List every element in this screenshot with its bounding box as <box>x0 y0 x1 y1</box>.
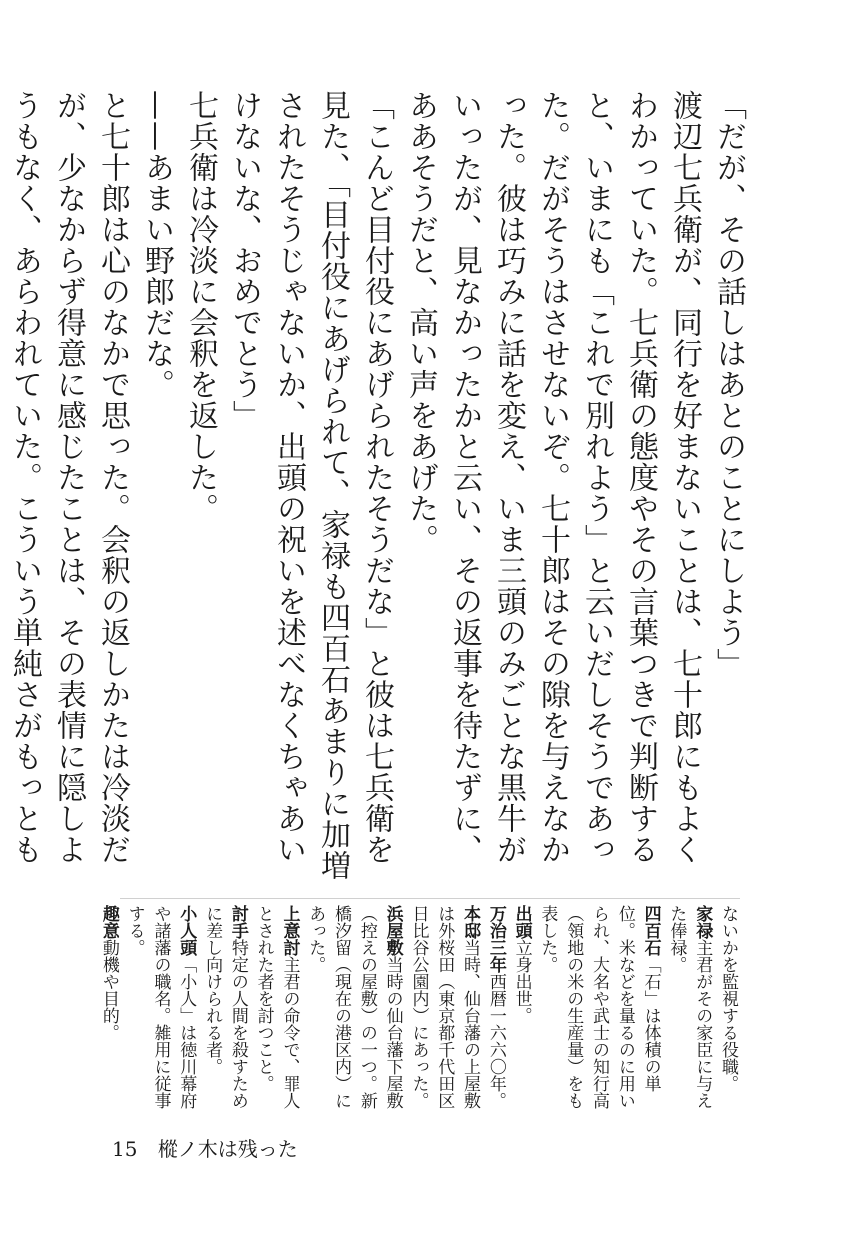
note-entry <box>663 905 715 1110</box>
note-definition: 「石」は体積の単位。米などを量るのに用いられ、大名や武士の知行高（領地の米の生産量）をも表した。 <box>537 905 661 1109</box>
note-definition: 当時の仙台藩下屋敷（控えの屋敷）の一つ。新橋汐留（現在の港区内）にあった。 <box>305 905 403 1109</box>
note-entry <box>95 905 121 1110</box>
note-term: 本邸 <box>460 905 481 939</box>
paragraph: ——あまい野郎だな。 <box>139 90 174 400</box>
note-entry <box>301 905 404 1110</box>
note-term: 四百石 <box>640 905 661 956</box>
paragraph: 「だが、その話しはあとのことにしよう」 <box>711 90 746 679</box>
note-entry <box>534 905 663 1110</box>
note-term: 上意討 <box>279 905 300 956</box>
page-footer <box>112 1133 298 1162</box>
note-definition: 当時、仙台藩の上屋敷は外桜田（東京都千代田区日比谷公園内）にあった。 <box>408 905 481 1109</box>
notes-divider <box>120 898 740 899</box>
note-term: 出頭 <box>511 905 532 939</box>
note-entry <box>250 905 302 1110</box>
paragraph: 渡辺七兵衛が、同行を好まないことは、七十郎にもよくわかっていた。七兵衛の態度やその言葉つきで判断すると、いまにも「これで別れよう」と云いだしそうであった。だがそうはさせないぞ。七十郎はその隙を与えなかった。彼は巧みに話を変え、いま三頭のみごとな黒牛がいったが、見なかったかと云い、その返事を待たずに、ああそうだと、高い声をあげた。 <box>403 90 702 865</box>
note-term: 小人頭 <box>176 905 197 956</box>
paragraph: と七十郎は心のなかで思った。会釈の返しかたは冷淡だが、少なからず得意に感じたことは、その表情に隠しようもなく、あらわれていた。こういう単純さがもっとも <box>7 90 130 865</box>
running-title: 樅ノ木は残った <box>157 1137 298 1161</box>
note-term: 万治三年 <box>485 905 506 973</box>
note-entry <box>121 905 198 1110</box>
note-entry <box>198 905 250 1110</box>
note-term: 討手 <box>227 905 248 939</box>
note-definition: 動機や目的。 <box>98 939 119 1041</box>
note-definition: 主君の命令で、罪人とされた者を討つこと。 <box>253 905 300 1109</box>
note-definition: 特定の人間を殺すために差し向けられる者。 <box>202 905 248 1109</box>
page-number: 15 <box>112 1137 138 1161</box>
note-term: 趣意 <box>98 905 119 939</box>
paragraph: 「こんど目付役にあげられたそうだな」と彼は七兵衛を見た、「目付役にあげられて、家禄も四百石あまりに加増されたそうじゃないか、出頭の祝いを述べなくちゃあいけないな、おめでとう」 <box>227 90 394 881</box>
note-entry <box>405 905 482 1110</box>
note-definition: 「小人」は徳川幕府や諸藩の職名。雑用に従事する。 <box>124 905 197 1109</box>
note-entry <box>508 905 534 1110</box>
note-definition: 立身出世。 <box>511 939 532 1024</box>
note-definition: 主君がその家臣に与えた俸禄。 <box>666 905 713 1109</box>
glossary-notes <box>98 905 740 1110</box>
note-term: 家禄 <box>692 905 713 939</box>
note-entry <box>714 905 740 1110</box>
main-text <box>7 90 750 890</box>
note-term: 浜屋敷 <box>382 905 403 956</box>
note-entry <box>482 905 508 1110</box>
paragraph: 七兵衛は冷淡に会釈を返した。 <box>183 90 218 524</box>
note-definition: 西暦一六六〇年。 <box>485 973 506 1109</box>
note-definition: ないかを監視する役職。 <box>718 905 738 1092</box>
